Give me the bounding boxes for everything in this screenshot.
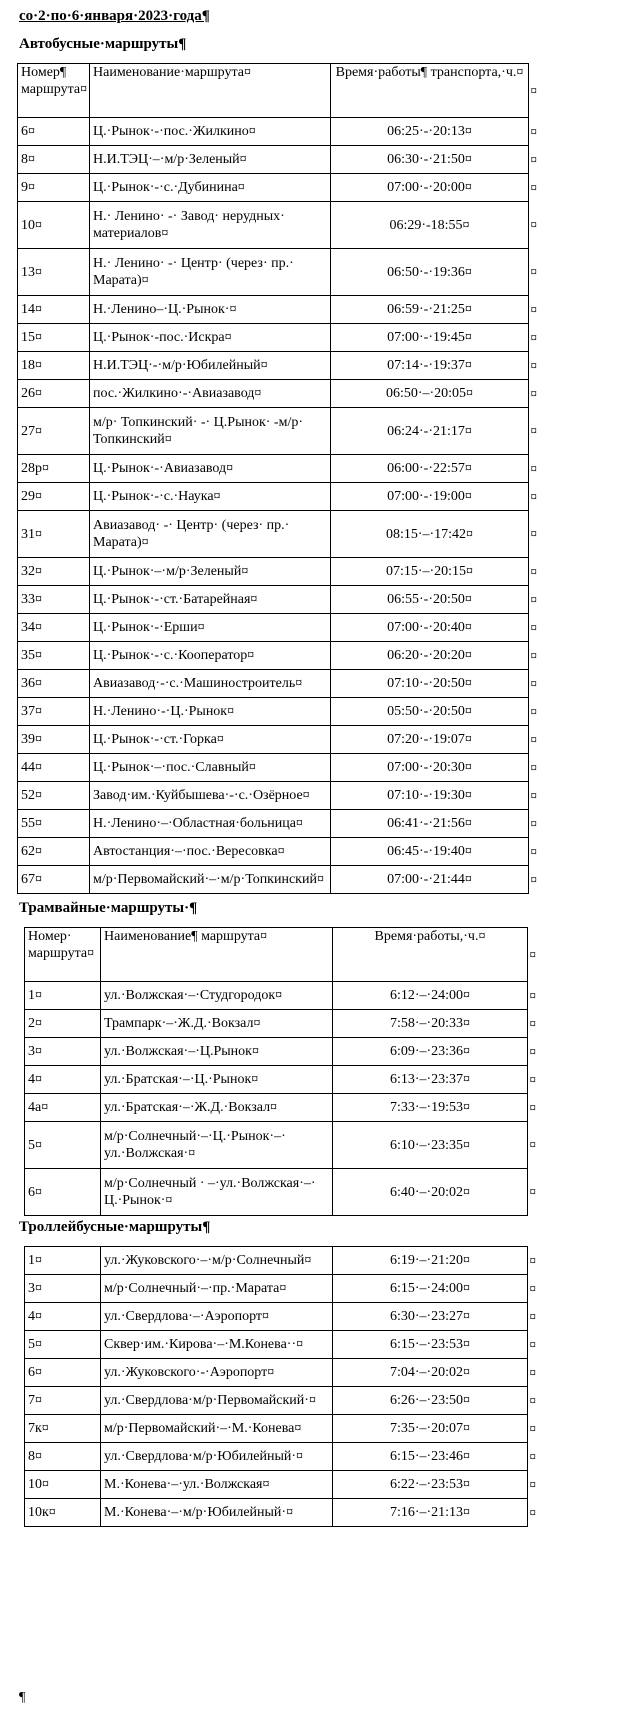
- bus-working-hours-cell: 06:45·-·19:40¤: [331, 838, 529, 866]
- row-end-mark: ¤: [530, 591, 537, 607]
- table-row: [18, 810, 529, 838]
- trolley-working-hours-cell: 6:19·–·21:20¤: [333, 1247, 528, 1275]
- trolley-working-hours-cell: 6:26·–·23:50¤: [333, 1387, 528, 1415]
- row-end-mark: ¤: [529, 1308, 536, 1324]
- bus-route-name-cell: Ц.·Рынок·-·с.·Наука¤: [90, 483, 331, 511]
- table-row: [25, 1499, 528, 1527]
- bus-working-hours-cell: 07:00·-·20:40¤: [331, 614, 529, 642]
- row-end-mark: ¤: [529, 1448, 536, 1464]
- tram-route-number-cell: 6¤: [25, 1169, 101, 1216]
- bus-working-hours-cell: 07:10·-·19:30¤: [331, 782, 529, 810]
- row-end-mark: ¤: [530, 675, 537, 691]
- tram-header-route-number: Номер· маршрута¤: [25, 928, 101, 982]
- row-end-mark: ¤: [530, 329, 537, 345]
- tram-working-hours-cell: 6:09·–·23:36¤: [333, 1038, 528, 1066]
- bus-header-route-name: Наименование·маршрута¤: [90, 64, 331, 118]
- bus-working-hours-cell: 06:50·–·20:05¤: [331, 380, 529, 408]
- bus-working-hours-cell: 07:00·-·21:44¤: [331, 866, 529, 894]
- bus-route-number-cell: 13¤: [18, 249, 90, 296]
- row-end-mark: ¤: [530, 787, 537, 803]
- table-row: [18, 118, 529, 146]
- bus-route-number-cell: 55¤: [18, 810, 90, 838]
- table-row: [18, 352, 529, 380]
- row-end-mark: ¤: [529, 1252, 536, 1268]
- bus-route-name-cell: Ц.·Рынок·-·Авиазавод¤: [90, 455, 331, 483]
- trolley-route-name-cell: м/р·Первомайский·–·М.·Конева¤: [101, 1415, 333, 1443]
- tram-header-row: [25, 928, 528, 982]
- bus-working-hours-cell: 07:14·-·19:37¤: [331, 352, 529, 380]
- trolley-route-number-cell: 10к¤: [25, 1499, 101, 1527]
- bus-route-number-cell: 52¤: [18, 782, 90, 810]
- tram-routes-table: [24, 927, 528, 1216]
- bus-route-number-cell: 18¤: [18, 352, 90, 380]
- bus-working-hours-cell: 07:00·-·19:00¤: [331, 483, 529, 511]
- trolley-route-name-cell: м/р·Солнечный·–·пр.·Марата¤: [101, 1275, 333, 1303]
- trolley-working-hours-cell: 6:22·–·23:53¤: [333, 1471, 528, 1499]
- row-end-mark: ¤: [530, 526, 537, 541]
- table-row: [25, 1066, 528, 1094]
- bus-working-hours-cell: 07:00·-·20:00¤: [331, 174, 529, 202]
- row-end-mark: ¤: [529, 987, 536, 1003]
- row-end-mark: ¤: [529, 1392, 536, 1408]
- bus-route-number-cell: 62¤: [18, 838, 90, 866]
- tram-route-name-cell: ул.·Волжская·–·Ц.Рынок¤: [101, 1038, 333, 1066]
- trolley-route-number-cell: 10¤: [25, 1471, 101, 1499]
- bus-route-name-cell: Автостанция·–·пос.·Вересовка¤: [90, 838, 331, 866]
- bus-route-name-cell: Ц.·Рынок·-пос.·Искра¤: [90, 324, 331, 352]
- row-end-mark: ¤: [529, 1336, 536, 1352]
- table-row: [18, 670, 529, 698]
- table-row: [25, 1094, 528, 1122]
- table-row: [18, 866, 529, 894]
- tram-route-name-cell: ул.·Волжская·–·Студгородок¤: [101, 982, 333, 1010]
- bus-route-number-cell: 27¤: [18, 408, 90, 455]
- row-end-mark: ¤: [530, 217, 537, 232]
- bus-route-name-cell: Ц.·Рынок·-·Ерши¤: [90, 614, 331, 642]
- table-row: [25, 1010, 528, 1038]
- table-row: [25, 1471, 528, 1499]
- trolley-route-number-cell: 6¤: [25, 1359, 101, 1387]
- bus-working-hours-cell: 06:24·-·21:17¤: [331, 408, 529, 455]
- bus-working-hours-cell: 06:29·-18:55¤: [331, 202, 529, 249]
- tram-routes-heading: Трамвайные·маршруты·¶: [19, 900, 198, 916]
- bus-route-name-cell: Н.·Ленино·-·Ц.·Рынок¤: [90, 698, 331, 726]
- row-end-mark: ¤: [530, 123, 537, 139]
- bus-route-name-cell: Ц.·Рынок·-·с.·Дубинина¤: [90, 174, 331, 202]
- bus-route-number-cell: 26¤: [18, 380, 90, 408]
- bus-route-number-cell: 14¤: [18, 296, 90, 324]
- bus-route-name-cell: Ц.·Рынок·-·пос.·Жилкино¤: [90, 118, 331, 146]
- bus-route-number-cell: 37¤: [18, 698, 90, 726]
- table-row: [25, 1387, 528, 1415]
- tram-route-number-cell: 5¤: [25, 1122, 101, 1169]
- table-row: [25, 1247, 528, 1275]
- bus-route-name-cell: Ц.·Рынок·-·ст.·Горка¤: [90, 726, 331, 754]
- trolley-working-hours-cell: 7:35·–·20:07¤: [333, 1415, 528, 1443]
- bus-working-hours-cell: 06:59·-·21:25¤: [331, 296, 529, 324]
- row-end-mark: ¤: [530, 179, 537, 195]
- bus-route-name-cell: м/р·Первомайский·–·м/р·Топкинский¤: [90, 866, 331, 894]
- table-row: [18, 726, 529, 754]
- bus-route-number-cell: 15¤: [18, 324, 90, 352]
- tram-route-number-cell: 4а¤: [25, 1094, 101, 1122]
- row-end-mark: ¤: [530, 731, 537, 747]
- trolley-route-name-cell: Сквер·им.·Кирова·–·М.Конева··¤: [101, 1331, 333, 1359]
- table-row: [18, 455, 529, 483]
- row-end-mark: ¤: [529, 1137, 536, 1152]
- table-row: [25, 1443, 528, 1471]
- table-row: [18, 408, 529, 455]
- trolley-route-name-cell: ул.·Свердлова·м/р·Юбилейный·¤: [101, 1443, 333, 1471]
- trolley-route-name-cell: ул.·Жуковского·-·Аэропорт¤: [101, 1359, 333, 1387]
- bus-route-name-cell: пос.·Жилкино·-·Авиазавод¤: [90, 380, 331, 408]
- table-row: [25, 1038, 528, 1066]
- bus-route-name-cell: Ц.·Рынок·–·м/р·Зеленый¤: [90, 558, 331, 586]
- row-end-mark: ¤: [529, 1099, 536, 1115]
- row-end-mark: ¤: [529, 1184, 536, 1199]
- table-row: [18, 558, 529, 586]
- row-end-mark: ¤: [530, 488, 537, 504]
- row-end-mark: ¤: [530, 647, 537, 663]
- row-end-mark: ¤: [530, 871, 537, 887]
- bus-route-number-cell: 67¤: [18, 866, 90, 894]
- row-end-mark: ¤: [529, 1364, 536, 1380]
- row-end-mark: ¤: [530, 460, 537, 476]
- bus-route-number-cell: 9¤: [18, 174, 90, 202]
- row-end-mark: ¤: [530, 151, 537, 167]
- bus-header-row: [18, 64, 529, 118]
- bus-route-number-cell: 34¤: [18, 614, 90, 642]
- row-end-mark: ¤: [530, 264, 537, 279]
- table-row: [18, 174, 529, 202]
- trolley-route-name-cell: М.·Конева·–·м/р·Юбилейный·¤: [101, 1499, 333, 1527]
- bus-working-hours-cell: 07:20·-·19:07¤: [331, 726, 529, 754]
- bus-header-working-hours: Время·работы¶ транспорта,·ч.¤: [331, 64, 529, 118]
- trolley-working-hours-cell: 7:16·–·21:13¤: [333, 1499, 528, 1527]
- bus-header-route-number: Номер¶ маршрута¤: [18, 64, 90, 118]
- row-end-mark: ¤: [529, 1476, 536, 1492]
- tram-route-name-cell: м/р·Солнечный·–·Ц.·Рынок·–· ул.·Волжская·¤: [101, 1122, 333, 1169]
- bus-route-name-cell: Н.· Ленино· -· Центр· (через· пр.· Марата)¤: [90, 249, 331, 296]
- trolley-route-name-cell: ул.·Свердлова·м/р·Первомайский·¤: [101, 1387, 333, 1415]
- tram-working-hours-cell: 6:40·–·20:02¤: [333, 1169, 528, 1216]
- trolley-route-number-cell: 7¤: [25, 1387, 101, 1415]
- bus-route-number-cell: 39¤: [18, 726, 90, 754]
- row-end-mark: ¤: [530, 563, 537, 579]
- table-row: [18, 838, 529, 866]
- trolley-route-name-cell: ул.·Жуковского·–·м/р·Солнечный¤: [101, 1247, 333, 1275]
- table-row: [18, 698, 529, 726]
- bus-route-name-cell: Н.·Ленино–·Ц.·Рынок·¤: [90, 296, 331, 324]
- row-end-mark: ¤: [530, 619, 537, 635]
- bus-routes-table: [17, 63, 529, 894]
- tram-route-name-cell: м/р·Солнечный · –·ул.·Волжская·–· Ц.·Рынок·¤: [101, 1169, 333, 1216]
- trolley-route-number-cell: 7к¤: [25, 1415, 101, 1443]
- bus-route-name-cell: Авиазавод·-·с.·Машиностроитель¤: [90, 670, 331, 698]
- bus-route-name-cell: Ц.·Рынок·-·ст.·Батарейная¤: [90, 586, 331, 614]
- trolley-working-hours-cell: 6:15·–·23:46¤: [333, 1443, 528, 1471]
- row-end-mark: ¤: [530, 82, 537, 98]
- table-row: [25, 1122, 528, 1169]
- row-end-mark: ¤: [530, 703, 537, 719]
- bus-working-hours-cell: 08:15·–·17:42¤: [331, 511, 529, 558]
- table-row: [18, 296, 529, 324]
- trolley-working-hours-cell: 6:30·–·23:27¤: [333, 1303, 528, 1331]
- bus-working-hours-cell: 06:20·-·20:20¤: [331, 642, 529, 670]
- bus-route-name-cell: Н.· Ленино· -· Завод· нерудных· материалов¤: [90, 202, 331, 249]
- paragraph-end-mark: ¶: [19, 1690, 26, 1705]
- bus-route-name-cell: Завод·им.·Куйбышева·-·с.·Озёрное¤: [90, 782, 331, 810]
- bus-route-number-cell: 8¤: [18, 146, 90, 174]
- bus-route-name-cell: Ц.·Рынок·-·с.·Кооператор¤: [90, 642, 331, 670]
- row-end-mark: ¤: [529, 1420, 536, 1436]
- bus-working-hours-cell: 06:00·-·22:57¤: [331, 455, 529, 483]
- table-row: [18, 380, 529, 408]
- bus-working-hours-cell: 06:55·-·20:50¤: [331, 586, 529, 614]
- trolley-working-hours-cell: 7:04·–·20:02¤: [333, 1359, 528, 1387]
- row-end-mark: ¤: [529, 1504, 536, 1520]
- bus-route-number-cell: 32¤: [18, 558, 90, 586]
- trolley-route-name-cell: М.·Конева·–·ул.·Волжская¤: [101, 1471, 333, 1499]
- bus-route-number-cell: 33¤: [18, 586, 90, 614]
- tram-header-route-name: Наименование¶ маршрута¤: [101, 928, 333, 982]
- tram-route-number-cell: 2¤: [25, 1010, 101, 1038]
- tram-working-hours-cell: 6:12·–·24:00¤: [333, 982, 528, 1010]
- trolley-working-hours-cell: 6:15·–·23:53¤: [333, 1331, 528, 1359]
- bus-route-number-cell: 29¤: [18, 483, 90, 511]
- bus-route-name-cell: м/р· Топкинский· -· Ц.Рынок· -м/р· Топкинский¤: [90, 408, 331, 455]
- trolley-working-hours-cell: 6:15·–·24:00¤: [333, 1275, 528, 1303]
- table-row: [18, 782, 529, 810]
- row-end-mark: ¤: [529, 1280, 536, 1296]
- tram-route-number-cell: 1¤: [25, 982, 101, 1010]
- row-end-mark: ¤: [530, 423, 537, 438]
- trolley-route-number-cell: 4¤: [25, 1303, 101, 1331]
- row-end-mark: ¤: [530, 357, 537, 373]
- table-row: [25, 1169, 528, 1216]
- table-row: [25, 1303, 528, 1331]
- table-row: [18, 324, 529, 352]
- table-row: [18, 642, 529, 670]
- bus-routes-heading: Автобусные·маршруты¶: [19, 36, 187, 52]
- row-end-mark: ¤: [530, 759, 537, 775]
- tram-route-number-cell: 4¤: [25, 1066, 101, 1094]
- trolleybus-routes-heading: Троллейбусные·маршруты¶: [19, 1219, 211, 1235]
- bus-working-hours-cell: 07:10·-·20:50¤: [331, 670, 529, 698]
- table-row: [18, 586, 529, 614]
- table-row: [25, 982, 528, 1010]
- bus-working-hours-cell: 07:00·-·20:30¤: [331, 754, 529, 782]
- bus-route-number-cell: 6¤: [18, 118, 90, 146]
- row-end-mark: ¤: [530, 815, 537, 831]
- table-row: [25, 1415, 528, 1443]
- tram-working-hours-cell: 7:58·–·20:33¤: [333, 1010, 528, 1038]
- trolley-route-number-cell: 1¤: [25, 1247, 101, 1275]
- tram-working-hours-cell: 7:33·–·19:53¤: [333, 1094, 528, 1122]
- bus-route-number-cell: 36¤: [18, 670, 90, 698]
- bus-route-name-cell: Ц.·Рынок·–·пос.·Славный¤: [90, 754, 331, 782]
- table-row: [18, 202, 529, 249]
- table-row: [18, 483, 529, 511]
- bus-working-hours-cell: 06:25·-·20:13¤: [331, 118, 529, 146]
- row-end-mark: ¤: [530, 843, 537, 859]
- bus-route-name-cell: Н.·Ленино·–·Областная·больница¤: [90, 810, 331, 838]
- row-end-mark: ¤: [529, 946, 536, 962]
- trolley-route-number-cell: 8¤: [25, 1443, 101, 1471]
- row-end-mark: ¤: [529, 1043, 536, 1059]
- trolley-route-number-cell: 5¤: [25, 1331, 101, 1359]
- bus-route-number-cell: 28р¤: [18, 455, 90, 483]
- bus-route-name-cell: Авиазавод· -· Центр· (через· пр.· Марата)¤: [90, 511, 331, 558]
- bus-working-hours-cell: 07:00·-·19:45¤: [331, 324, 529, 352]
- bus-route-name-cell: Н.И.ТЭЦ·-·м/р·Юбилейный¤: [90, 352, 331, 380]
- row-end-mark: ¤: [530, 301, 537, 317]
- bus-working-hours-cell: 05:50·-·20:50¤: [331, 698, 529, 726]
- row-end-mark: ¤: [529, 1015, 536, 1031]
- row-end-mark: ¤: [529, 1071, 536, 1087]
- table-row: [25, 1331, 528, 1359]
- row-end-mark: ¤: [530, 385, 537, 401]
- table-row: [18, 146, 529, 174]
- bus-route-number-cell: 31¤: [18, 511, 90, 558]
- tram-route-number-cell: 3¤: [25, 1038, 101, 1066]
- table-row: [18, 614, 529, 642]
- page-title: со·2·по·6·января·2023·года¶: [19, 8, 210, 24]
- tram-header-working-hours: Время·работы,·ч.¤: [333, 928, 528, 982]
- table-row: [25, 1359, 528, 1387]
- tram-working-hours-cell: 6:10·–·23:35¤: [333, 1122, 528, 1169]
- bus-working-hours-cell: 07:15·–·20:15¤: [331, 558, 529, 586]
- tram-route-name-cell: ул.·Братская·–·Ц.·Рынок¤: [101, 1066, 333, 1094]
- tram-working-hours-cell: 6:13·–·23:37¤: [333, 1066, 528, 1094]
- tram-route-name-cell: Трампарк·–·Ж.Д.·Вокзал¤: [101, 1010, 333, 1038]
- table-row: [18, 511, 529, 558]
- trolleybus-routes-table: [24, 1246, 528, 1527]
- bus-route-number-cell: 35¤: [18, 642, 90, 670]
- trolley-route-name-cell: ул.·Свердлова·–·Аэропорт¤: [101, 1303, 333, 1331]
- table-row: [18, 754, 529, 782]
- bus-working-hours-cell: 06:50·-·19:36¤: [331, 249, 529, 296]
- table-row: [25, 1275, 528, 1303]
- bus-working-hours-cell: 06:30·-·21:50¤: [331, 146, 529, 174]
- bus-route-number-cell: 10¤: [18, 202, 90, 249]
- bus-route-number-cell: 44¤: [18, 754, 90, 782]
- bus-working-hours-cell: 06:41·-·21:56¤: [331, 810, 529, 838]
- trolley-route-number-cell: 3¤: [25, 1275, 101, 1303]
- table-row: [18, 249, 529, 296]
- bus-route-name-cell: Н.И.ТЭЦ·–·м/р·Зеленый¤: [90, 146, 331, 174]
- tram-route-name-cell: ул.·Братская·–·Ж.Д.·Вокзал¤: [101, 1094, 333, 1122]
